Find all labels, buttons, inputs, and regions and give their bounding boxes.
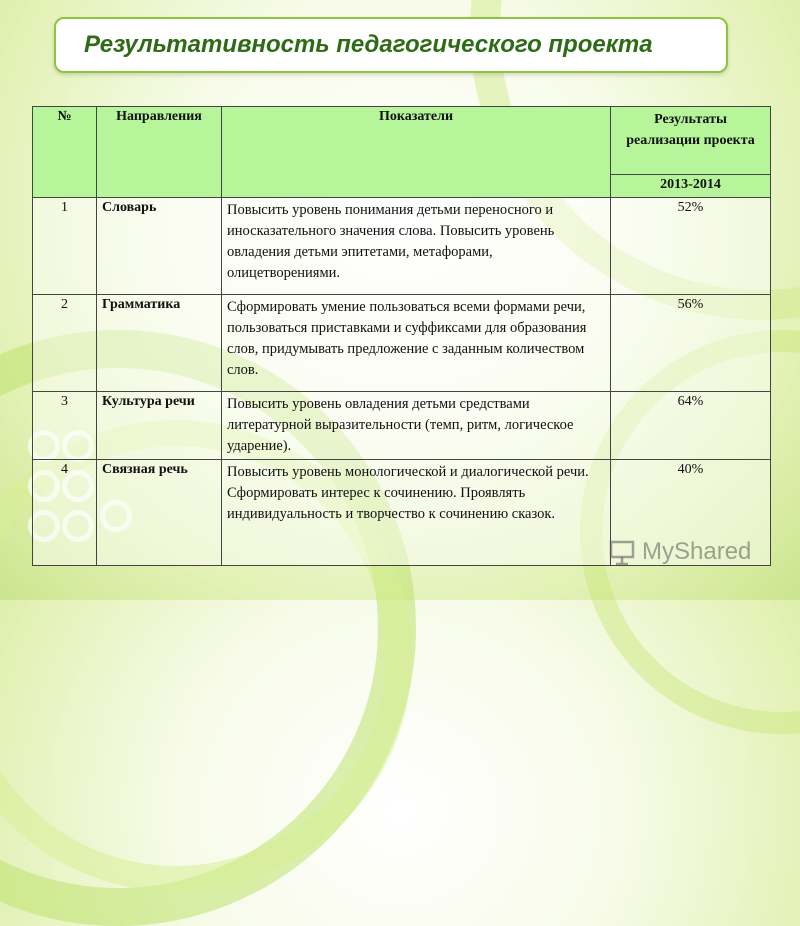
header-direction: Направления [97,107,222,198]
table-row [33,392,771,460]
header-indicators: Показатели [222,107,611,198]
header-num: № [33,107,97,198]
row-result: 64% [611,392,771,460]
page-title: Результативность педагогического проекта [84,31,653,58]
table-row [33,295,771,392]
watermark [608,538,751,566]
header-results: Результаты реализации проекта [611,107,771,175]
row-direction: Культура речи [97,392,222,460]
row-result: 40% [611,460,771,566]
row-num: 2 [33,295,97,392]
row-direction: Словарь [97,198,222,295]
watermark-text: MyShared [642,538,752,565]
table-row [33,198,771,295]
row-result: 56% [611,295,771,392]
row-direction: Грамматика [97,295,222,392]
row-num: 1 [33,198,97,295]
title-banner [54,17,728,73]
header-period: 2013-2014 [611,175,771,198]
row-indicators: Сформировать умение пользоваться всеми формами речи, пользоваться приставками и суффиксами для образования слов, придумывать предложение с заданным количеством слов. [222,295,611,392]
row-indicators: Повысить уровень монологической и диалогической речи. Сформировать интерес к сочинению. Проявлять индивидуальность и творчество к сочинению сказок. [222,460,611,566]
row-indicators: Повысить уровень понимания детьми переносного и иносказательного значения слова. Повысить уровень овладения детьми эпитетами, метафорами, олицетворениями. [222,198,611,295]
row-direction: Связная речь [97,460,222,566]
row-num: 3 [33,392,97,460]
row-num: 4 [33,460,97,566]
results-table [32,106,771,566]
row-indicators: Повысить уровень овладения детьми средствами литературной выразительности (темп, ритм, логическое ударение). [222,392,611,460]
presentation-icon [608,538,636,566]
row-result: 52% [611,198,771,295]
